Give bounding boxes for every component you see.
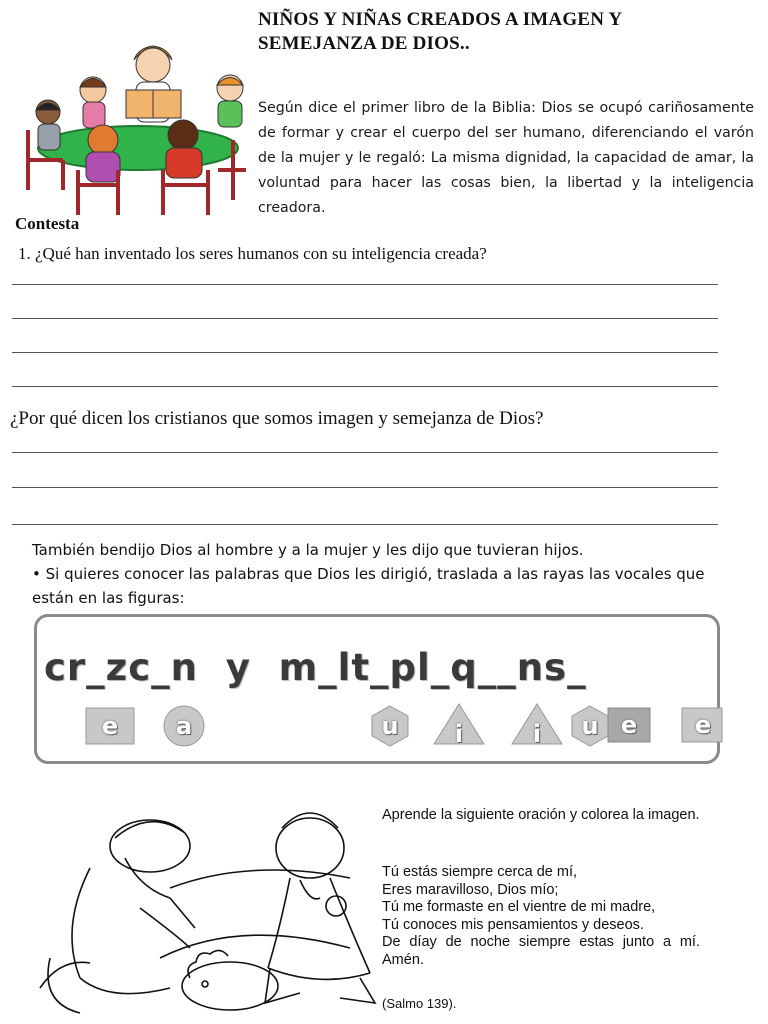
instruction-line-1: También bendijo Dios al hombre y a la mujer y les dijo que tuvieran hijos. [32,541,584,559]
answer-line[interactable] [12,284,718,285]
answer-line[interactable] [12,318,718,319]
instructions-block [32,538,732,610]
vowel-letter: u [581,712,599,740]
vowel-shape-triangle [432,702,486,746]
page-title [258,8,748,56]
answer-line[interactable] [12,352,718,353]
instruction-line-2: • Si quieres conocer las palabras que Dios les dirigió, traslada a las rayas las vocales que están en las figuras: [32,565,705,607]
vowel-letter: a [175,712,193,740]
answer-line[interactable] [12,386,718,387]
answer-line[interactable] [12,524,718,525]
question-1: 1. ¿Qué han inventado los seres humanos con su inteligencia creada? [18,244,487,263]
vowel-shape-circle [162,704,206,748]
vowel-letter: i [532,720,542,748]
vowel-letter: e [101,712,119,740]
prayer-instruction: Aprende la siguiente oración y colorea la imagen. [382,807,700,823]
answer-line[interactable] [12,487,718,488]
children-praying-illustration [20,788,380,1024]
prayer-line: Tú estás siempre cerca de mí, [382,864,578,880]
vowel-letter: i [454,720,464,748]
vowel-shape-square [606,706,652,744]
question-2: ¿Por qué dicen los cristianos que somos imagen y semejanza de Dios? [10,408,544,429]
prayer-text [382,864,700,970]
vowel-letter: u [381,712,399,740]
prayer-line: De díay de noche siempre estas junto a mí. Amén. [382,934,700,968]
prayer-line: Tú me formaste en el vientre de mi madre, [382,899,656,916]
prayer-line: Eres maravilloso, Dios mío; [382,881,559,898]
vowel-shape-hexagon [368,704,412,748]
vowel-letter: e [694,711,712,739]
answer-line[interactable] [12,452,718,453]
psalm-reference: (Salmo 139). [382,996,457,1011]
vowel-letter: e [620,711,638,739]
vowel-shape-square [680,706,726,744]
title-line-1: NIÑOS Y NIÑAS CREADOS A IMAGEN Y [258,9,623,30]
puzzle-phrase[interactable]: cr_zc_n y m_lt_pl_q__ns_ [44,646,587,689]
vowel-shape-square [84,706,136,746]
vowel-shape-triangle [510,702,564,746]
prayer-line: Tú conoces mis pensamientos y deseos. [382,916,644,933]
section-heading-contesta: Contesta [15,214,80,233]
title-line-2: SEMEJANZA DE DIOS.. [258,33,470,54]
intro-paragraph: Según dice el primer libro de la Biblia: Dios se ocupó cariñosamente de formar y crear el cuerpo del ser humano, diferenciando el varón de la mujer y le regaló: La misma dignidad, la capacidad de amar, la voluntad para hacer las cosas bien, la libertad y la inteligencia creadora. [258,100,754,216]
children-reading-illustration [18,30,248,215]
